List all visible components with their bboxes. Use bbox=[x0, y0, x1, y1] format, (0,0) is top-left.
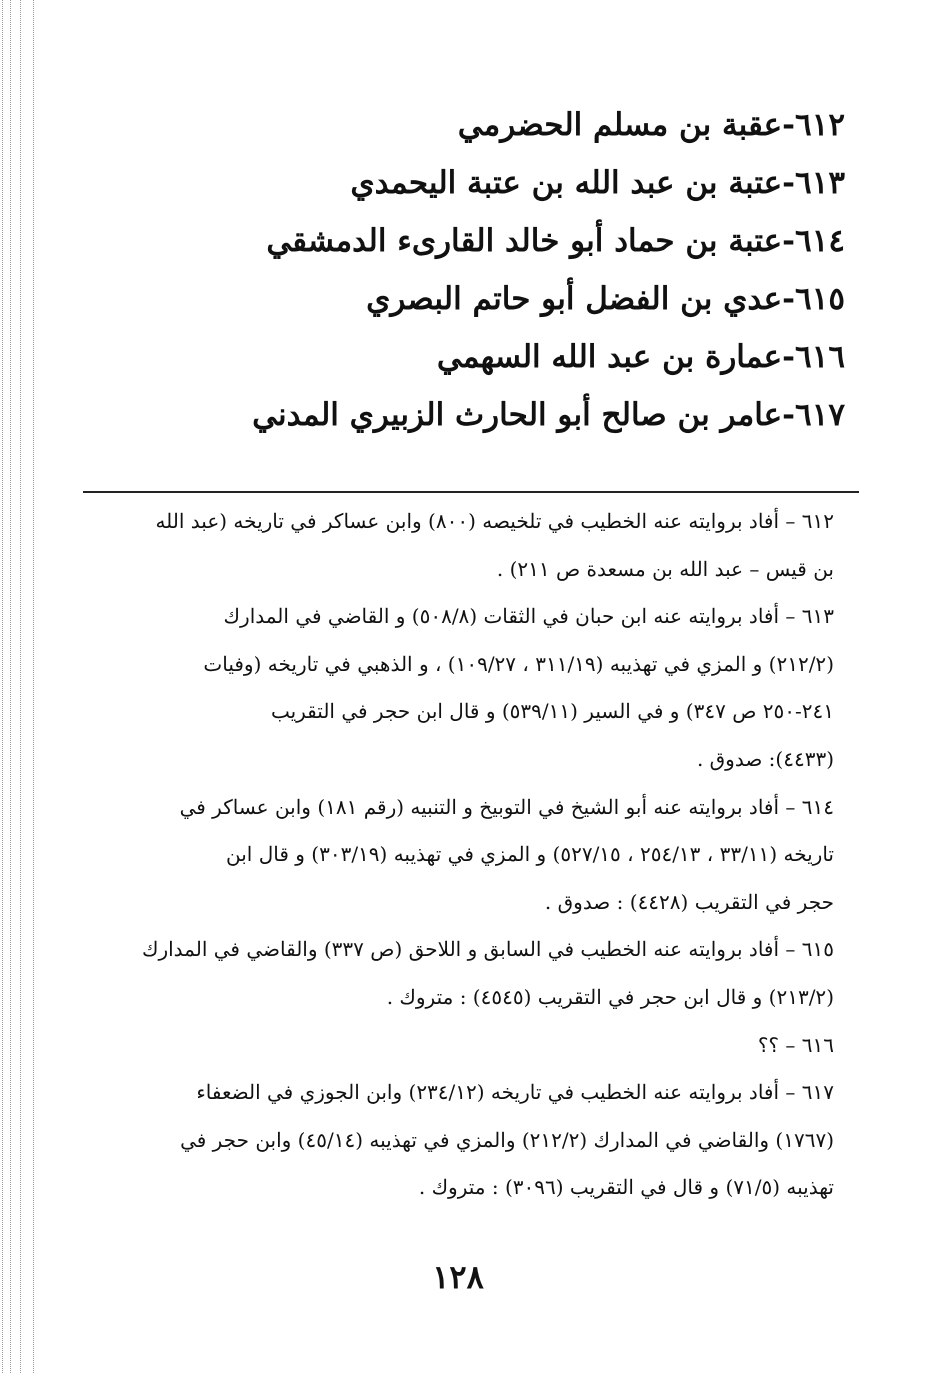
footnote-line: (٢١٣/٢) و قال ابن حجر في التقريب (٤٥٤٥) : متروك . bbox=[386, 984, 834, 1009]
scan-guide-line bbox=[33, 0, 34, 1373]
entry-616: ٦١٦-عمارة بن عبد الله السهمي bbox=[436, 339, 845, 375]
footnote-line: (١٧٦٧) والقاضي في المدارك (٢١٢/٢) والمزي في تهذيبه (٤٥/١٤) وابن حجر في bbox=[180, 1127, 834, 1152]
footnote-line: حجر في التقريب (٤٤٢٨) : صدوق . bbox=[544, 889, 834, 914]
entry-614: ٦١٤-عتبة بن حماد أبو خالد القارىء الدمشقي bbox=[266, 223, 845, 259]
footnote-line: ٦١٤ – أفاد بروايته عنه أبو الشيخ في التوبيخ و التنبيه (رقم ١٨١) وابن عساكر في bbox=[179, 794, 834, 819]
page-number: ١٢٨ bbox=[432, 1258, 484, 1296]
footnote-line: ٢٤١-٢٥٠ ص ٣٤٧) و في السير (٥٣٩/١١) و قال ابن حجر في التقريب bbox=[270, 699, 834, 724]
footnote-line: (٢١٢/٢) و المزي في تهذيبه (٣١١/١٩ ، ١٠٩/٢٧) ، و الذهبي في تاريخه (وفيات bbox=[203, 651, 834, 676]
footnote-separator bbox=[83, 491, 859, 493]
scan-guide-line bbox=[2, 0, 3, 1373]
footnote-line: (٤٤٣٣): صدوق . bbox=[696, 746, 834, 771]
footnote-line: ٦١٧ – أفاد بروايته عنه الخطيب في تاريخه (٢٣٤/١٢) وابن الجوزي في الضعفاء bbox=[196, 1080, 834, 1105]
entry-613: ٦١٣-عتبة بن عبد الله بن عتبة اليحمدي bbox=[350, 165, 845, 201]
footnote-line: ٦١٦ – ؟؟ bbox=[757, 1032, 834, 1057]
footnote-line: تاريخه (٣٣/١١ ، ٢٥٤/١٣ ، ٥٢٧/١٥) و المزي في تهذيبه (٣٠٣/١٩) و قال ابن bbox=[226, 842, 834, 867]
footnotes bbox=[96, 498, 834, 1212]
footnote-line: ٦١٣ – أفاد بروايته عنه ابن حبان في الثقات (٥٠٨/٨) و القاضي في المدارك bbox=[223, 604, 834, 629]
scan-guide-line bbox=[10, 0, 11, 1373]
entry-612: ٦١٢-عقبة بن مسلم الحضرمي bbox=[457, 107, 845, 143]
footnote-line: ٦١٢ – أفاد بروايته عنه الخطيب في تلخيصه (٨٠٠) وابن عساكر في تاريخه (عبد الله bbox=[155, 509, 834, 533]
entry-617: ٦١٧-عامر بن صالح أبو الحارث الزبيري المدني bbox=[252, 397, 845, 433]
footnote-line: بن قيس – عبد الله بن مسعدة ص ٢١١) . bbox=[496, 556, 834, 581]
narrator-entries bbox=[245, 96, 845, 444]
scan-guide-line bbox=[20, 0, 21, 1373]
entry-615: ٦١٥-عدي بن الفضل أبو حاتم البصري bbox=[366, 281, 845, 317]
footnote-line: ٦١٥ – أفاد بروايته عنه الخطيب في السابق و اللاحق (ص ٣٣٧) والقاضي في المدارك bbox=[141, 937, 834, 962]
footnote-line: تهذيبه (٧١/٥) و قال في التقريب (٣٠٩٦) : متروك . bbox=[418, 1175, 834, 1200]
